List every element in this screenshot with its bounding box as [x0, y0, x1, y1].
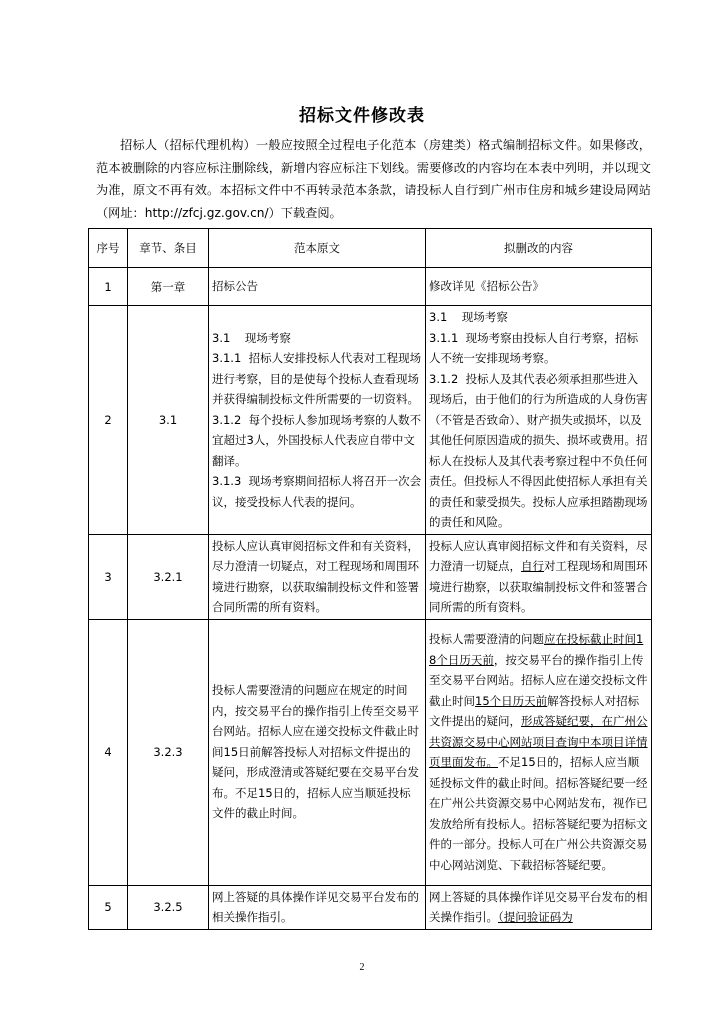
row-section: 3.2.1 — [128, 534, 209, 619]
inserted-text: 自行 — [521, 559, 544, 573]
row-section: 3.2.3 — [128, 619, 209, 885]
table-row — [89, 885, 652, 929]
table-row — [89, 534, 652, 619]
row-original: 3.1 现场考察 3.1.1 招标人安排投标人代表对工程现场进行考察，目的是使每个投标人查看现场并获得编制投标文件所需要的一切资料。 3.1.2 每个投标人参加现场考察的人数不宜超过3人，外国投标人代表应自带中文翻译。 3.1.3 现场考察期间招标人将召开一次会议，接受投标人代表的提问。 — [209, 306, 426, 535]
intro-paragraph — [96, 134, 651, 224]
row-no: 4 — [89, 619, 128, 885]
modified-text: 解答投标人对招标文件提出的疑问， — [429, 693, 640, 728]
modified-text: 对工程现场和周围环境进行勘察，以获取编制投标文件和签署合同所需的所有资料。 — [429, 559, 648, 614]
table-header-row — [89, 229, 652, 268]
header-no: 序号 — [89, 229, 128, 268]
row-section: 3.1 — [128, 306, 209, 535]
inserted-text: 应在投标截止时间18个日历天前 — [429, 632, 644, 667]
modified-text: 投标人应认真审阅招标文件和有关资料，尽力澄清一切疑点， — [429, 538, 648, 573]
row-no: 1 — [89, 268, 128, 306]
header-modified: 拟删改的内容 — [426, 229, 652, 268]
page-title: 招标文件修改表 — [299, 106, 425, 126]
table-row — [89, 619, 652, 885]
modified-text: 网上答疑的具体操作详见交易平台发布的相关操作指引。 — [429, 889, 648, 924]
row-no: 2 — [89, 306, 128, 535]
row-modified: 修改详见《招标公告》 — [426, 268, 652, 306]
row-section: 3.2.5 — [128, 885, 209, 929]
table-row — [89, 306, 652, 535]
row-no: 5 — [89, 885, 128, 929]
table-row — [89, 268, 652, 306]
page-number: 2 — [359, 962, 365, 973]
row-section: 第一章 — [128, 268, 209, 306]
row-original: 招标公告 — [209, 268, 426, 306]
intro-text: 招标人（招标代理机构）一般应按照全过程电子化范本（房建类）格式编制招标文件。如果修改，范本被删除的内容应标注删除线，新增内容应标注下划线。需要修改的内容均在本表中列明，并以现文为准，原文不再有效。本招标文件中不再转录范本条款，请投标人自行到广州市住房和城乡建设局网站（网址：http://zfcj.gz.gov.cn/）下载查阅。 — [96, 138, 651, 220]
row-original: 投标人应认真审阅招标文件和有关资料，尽力澄清一切疑点，对工程现场和周围环境进行勘察，以获取编制投标文件和签署合同所需的所有资料。 — [209, 534, 426, 619]
modified-text: ，按交易平台的操作指引上传至交易平台网站。招标人应在递交投标文件截止时间 — [429, 652, 648, 708]
row-original: 网上答疑的具体操作详见交易平台发布的相关操作指引。 — [209, 885, 426, 929]
modified-text: 投标人需要澄清的问题 — [429, 632, 544, 646]
header-original: 范本原文 — [209, 229, 426, 268]
modified-text: 不足15日的，招标人应当顺延投标文件的截止时间。招标答疑纪要一经在广州公共资源交易中心网站发布，视作已发放给所有投标人。招标答疑纪要为招标文件的一部分。投标人可在广州公共资源交易中心网站浏览、下载招标答疑纪要。 — [429, 755, 648, 872]
row-modified — [426, 534, 652, 619]
inserted-text: 15个日历天前 — [475, 693, 548, 708]
row-original: 投标人需要澄清的问题应在规定的时间内，按交易平台的操作指引上传至交易平台网站。招标人应在递交投标文件截止时间15日前解答投标人对招标文件提出的疑问，形成澄清或答疑纪要在交易平台发布。不足15日的，招标人应当顺延投标文件的截止时间。 — [209, 619, 426, 885]
row-modified — [426, 619, 652, 885]
row-no: 3 — [89, 534, 128, 619]
row-modified — [426, 885, 652, 929]
row-modified: 3.1 现场考察 3.1.1 现场考察由投标人自行考察，招标人不统一安排现场考察。 3.1.2 投标人及其代表必须承担那些进入现场后，由于他们的行为所造成的人身伤害（不管是否致命）、财产损失或损坏，以及其他任何原因造成的损失、损坏或费用。招标人在投标人及其代表考察过程中不负任何责任。但投标人不得因此使招标人承担有关的责任和蒙受损失。投标人应承担踏勘现场的责任和风险。 — [426, 306, 652, 535]
modification-table — [88, 228, 652, 930]
header-section: 章节、条目 — [128, 229, 209, 268]
inserted-text: （提问验证码为 — [498, 910, 573, 924]
inserted-text: 形成答疑纪要，在广州公共资源交易中心网站项目查询中本项目详情页里面发布。 — [429, 714, 648, 769]
